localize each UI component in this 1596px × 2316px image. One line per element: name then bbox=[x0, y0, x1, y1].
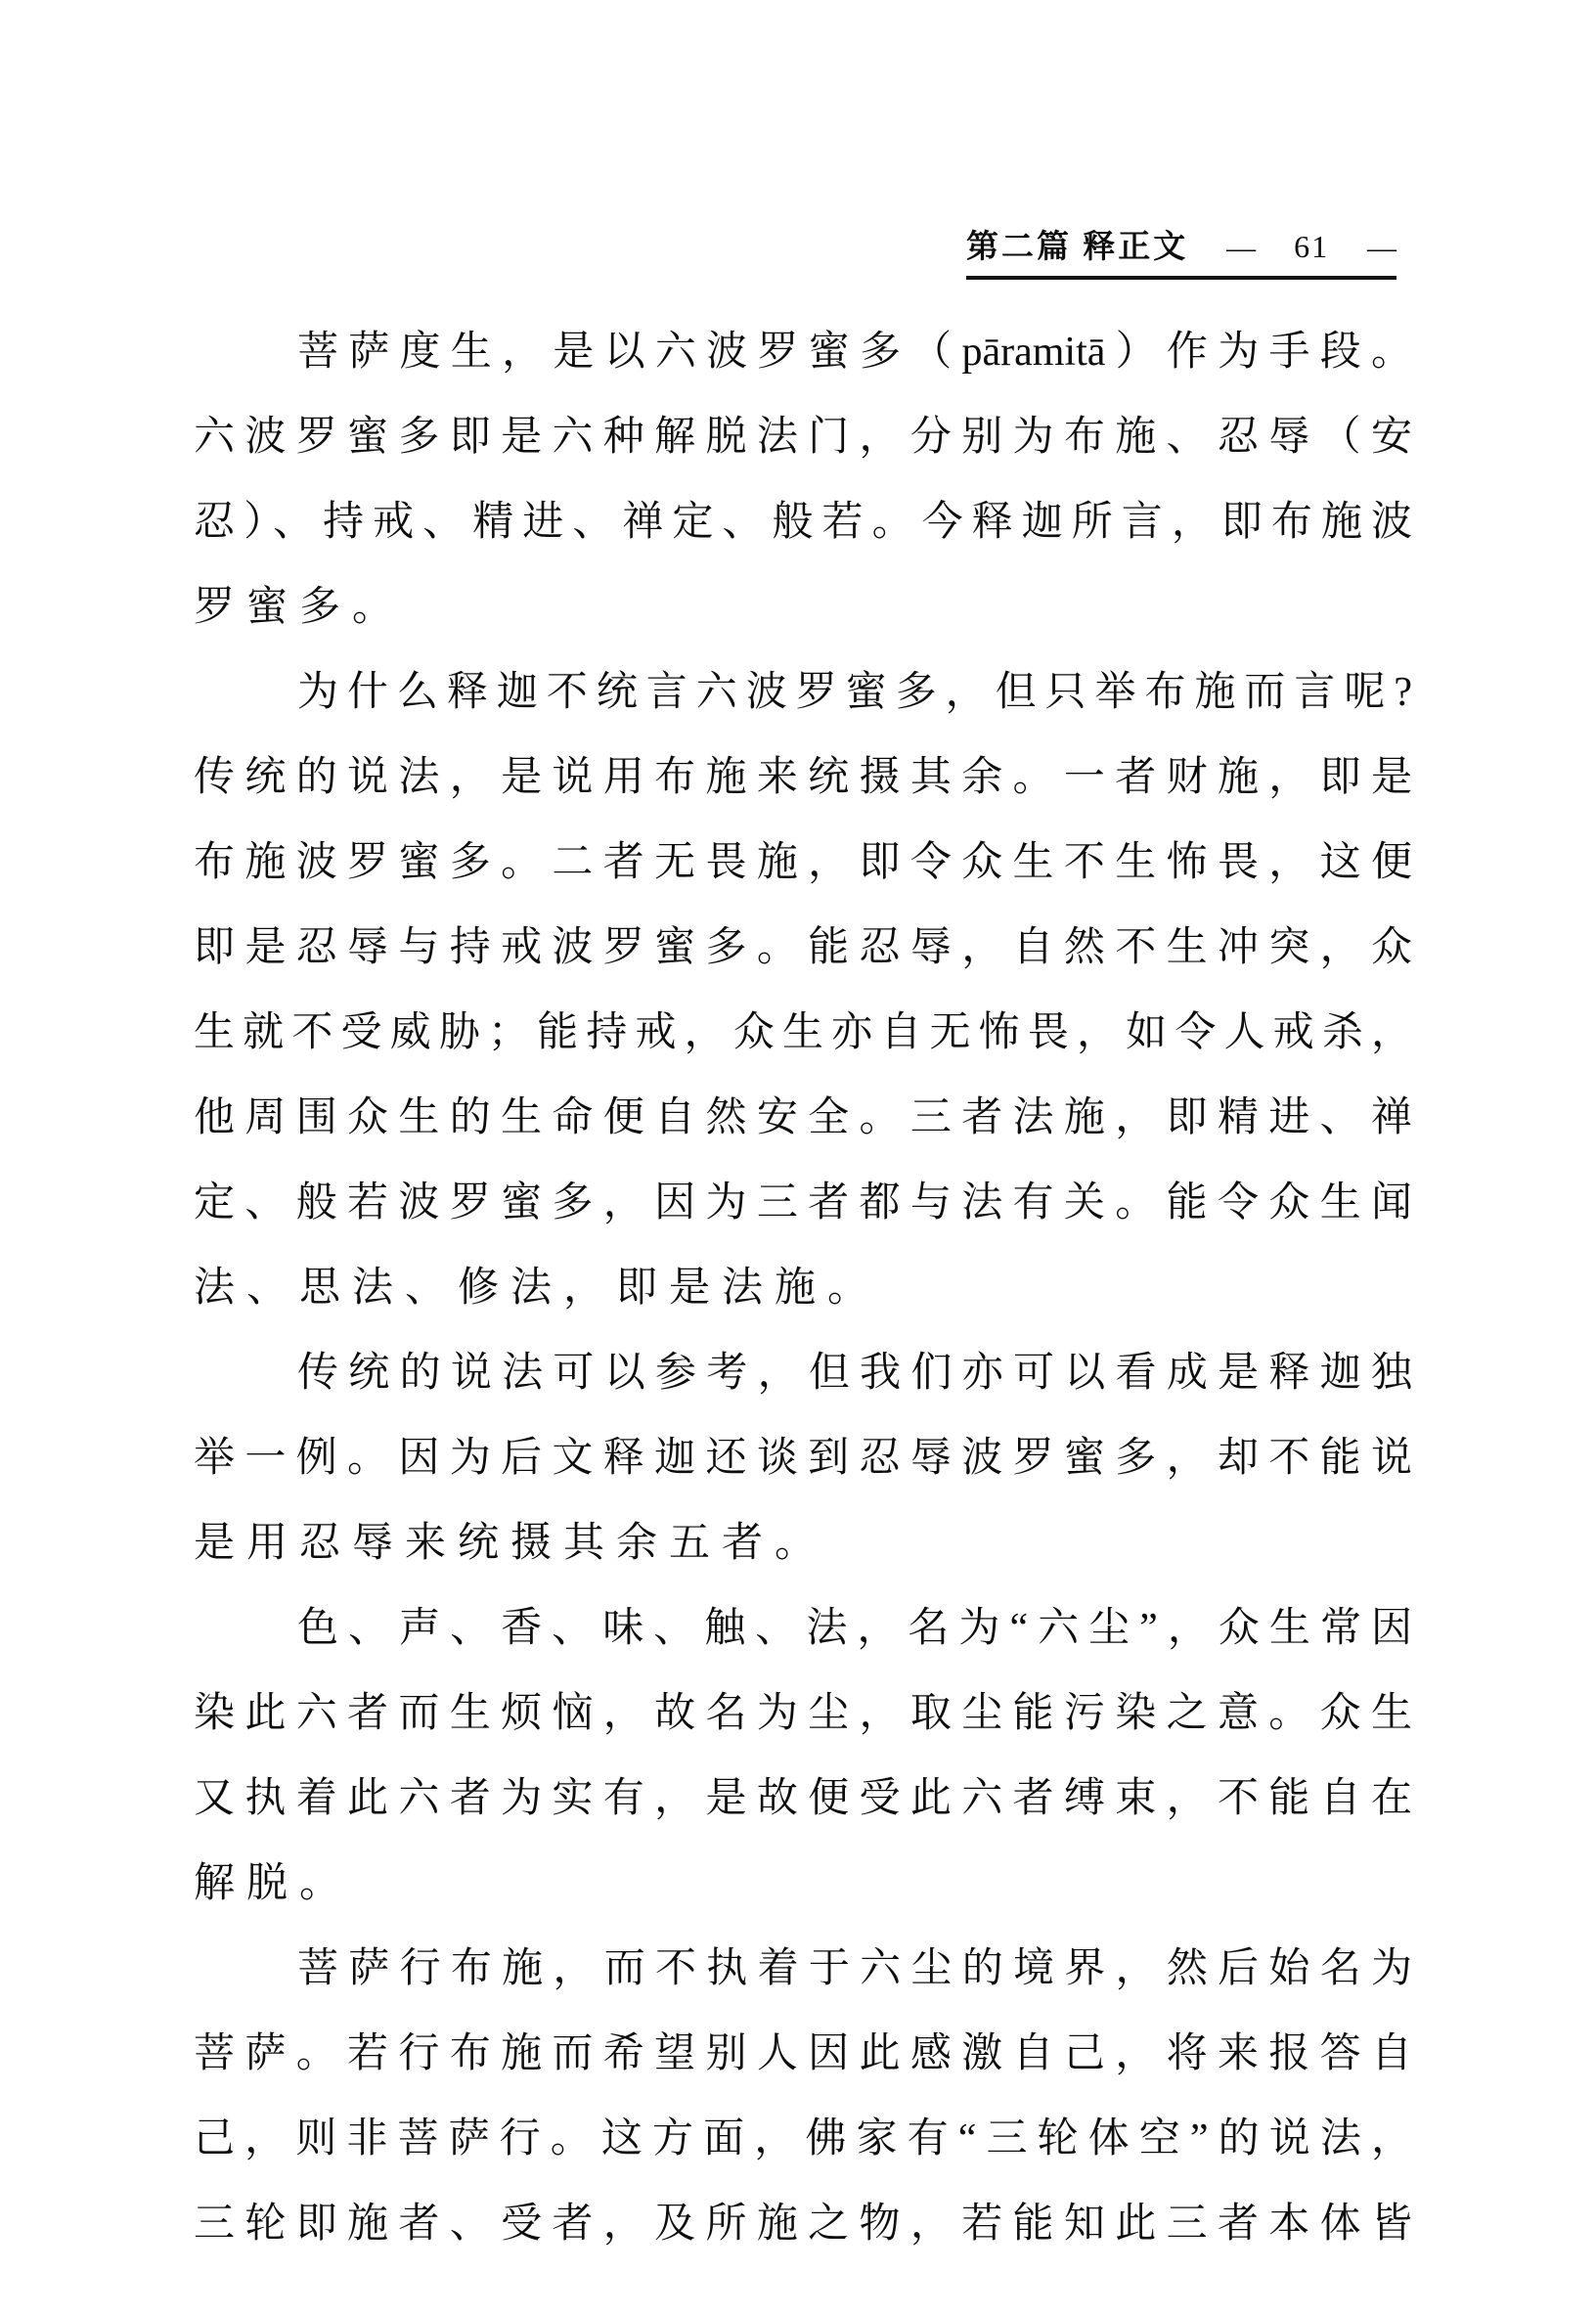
text-line: 布施波罗蜜多。二者无畏施，即令众生不生怖畏，这便 bbox=[194, 840, 1412, 885]
text-line: 传统的说法可以参考，但我们亦可以看成是释迦独 bbox=[297, 1351, 1412, 1396]
text-line: 色、声、香、味、触、法，名为“六尘”，众生常因 bbox=[297, 1606, 1412, 1651]
text-line: 己，则非菩萨行。这方面，佛家有“三轮体空”的说法， bbox=[194, 2116, 1412, 2161]
text-line: 举一例。因为后文释迦还谈到忍辱波罗蜜多，却不能说 bbox=[194, 1436, 1412, 1481]
text-line: 忍）、持戒、精进、禅定、般若。今释迦所言，即布施波 bbox=[194, 500, 1412, 545]
text-line: 罗蜜多。 bbox=[194, 585, 406, 630]
text-line: 传统的说法，是说用布施来统摄其余。一者财施，即是 bbox=[194, 755, 1412, 800]
text-line: 生就不受威胁；能持戒，众生亦自无怖畏，如令人戒杀， bbox=[194, 1010, 1412, 1055]
section-title: 第二篇 释正文 bbox=[966, 230, 1189, 265]
text-line: 菩萨度生，是以六波罗蜜多（pāramitā）作为手段。 bbox=[297, 330, 1412, 375]
running-head bbox=[966, 221, 1396, 280]
text-line: 定、般若波罗蜜多，因为三者都与法有关。能令众生闻 bbox=[194, 1180, 1412, 1225]
text-line: 菩萨行布施，而不执着于六尘的境界，然后始名为 bbox=[297, 1946, 1412, 1991]
body-text bbox=[194, 310, 1412, 2267]
text-line: 他周围众生的生命便自然安全。三者法施，即精进、禅 bbox=[194, 1095, 1412, 1140]
text-line: 菩萨。若行布施而希望别人因此感激自己，将来报答自 bbox=[194, 2031, 1412, 2076]
page-number-dash-right: — bbox=[1366, 232, 1396, 264]
text-line: 又执着此六者为实有，是故便受此六者缚束，不能自在 bbox=[194, 1776, 1412, 1821]
text-line: 染此六者而生烦恼，故名为尘，取尘能污染之意。众生 bbox=[194, 1691, 1412, 1736]
text-line: 三轮即施者、受者，及所施之物，若能知此三者本体皆 bbox=[194, 2202, 1412, 2247]
text-line: 为什么释迦不统言六波罗蜜多，但只举布施而言呢? bbox=[297, 670, 1412, 715]
page-number: 61 bbox=[1294, 229, 1330, 264]
page-number-dash-left: — bbox=[1226, 232, 1257, 264]
text-line: 是用忍辱来统摄其余五者。 bbox=[194, 1521, 828, 1566]
text-line: 解脱。 bbox=[194, 1861, 353, 1906]
text-line: 六波罗蜜多即是六种解脱法门，分别为布施、忍辱（安 bbox=[194, 415, 1412, 460]
text-line: 即是忍辱与持戒波罗蜜多。能忍辱，自然不生冲突，众 bbox=[194, 925, 1412, 970]
text-line: 法、思法、修法，即是法施。 bbox=[194, 1266, 881, 1311]
